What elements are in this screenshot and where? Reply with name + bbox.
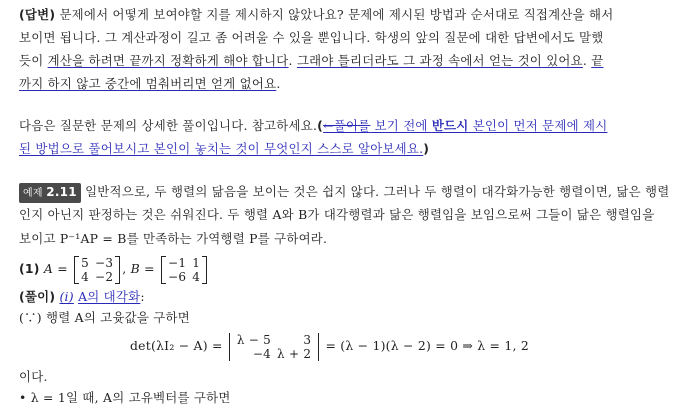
determinant-equation: det(λI₂ − A) = λ − 5 3 −4 λ + 2 = (λ − 1)(λ − 2) = 0 ⇒ λ = 1, 2	[130, 332, 529, 361]
matrix-cell: λ − 5	[236, 332, 272, 347]
solution-line-2: (∵) 행렬 A의 고윳값을 구하면	[19, 310, 190, 325]
matrix-row	[234, 347, 314, 361]
example-badge: 예제 2.11	[19, 183, 81, 203]
matrix-cell: λ + 2	[277, 346, 312, 361]
solution-line-4: • λ = 1일 때, A의 고유벡터를 구하면	[19, 390, 231, 405]
step-i-text: A의 대각화	[78, 289, 141, 304]
matrix-cell: −4	[252, 346, 272, 361]
underlined-phrase-3: 끝	[591, 53, 604, 68]
matrix-cell: −3	[95, 255, 114, 270]
example-line-3: 보이고 P⁻¹AP = B를 만족하는 가역행렬 P를 구하여라.	[19, 231, 328, 246]
example-line-2: 인지 아닌지 판정하는 것은 쉬워진다. 두 행렬 A와 B가 대각행렬과 닮은 행렬임을 보임으로써 그들이 닮은 행렬임을	[19, 207, 655, 222]
matrix-row	[234, 333, 314, 347]
matrix-cell: 4	[192, 269, 201, 284]
matrix-a-table	[78, 256, 116, 284]
answer-line-4: 까지 하지 않고 중간에 멈춰버리면 얻게 없어요.	[19, 76, 281, 91]
matrix-row	[78, 270, 116, 284]
example-line-1: 예제 2.11 일반적으로, 두 행렬의 닮음을 보이는 것은 쉽지 않다. 그러나 두 행렬이 대각화가능한 행렬이면, 닮은 행렬	[19, 183, 669, 203]
matrix-definition-line: (1) A = 5 −3 4 −2 , B = −1 1 −6 4	[19, 254, 209, 284]
matrix-cell: −6	[168, 269, 187, 284]
answer-line-1: (답변) 문제에서 어떻게 보여야할 지를 제시하지 않았나요? 문제에 제시된 방법과 순서대로 직접계산을 해서	[19, 7, 614, 22]
answer-line-2: 보이면 됩니다. 그 계산과정이 길고 좀 어려울 수 있을 뿐입니다. 학생의 앞의 질문에 대한 답변에서도 말했	[19, 30, 604, 45]
determinant-matrix	[229, 333, 319, 361]
matrix-row	[165, 256, 203, 270]
underlined-phrase-2: 그래야 틀리더라도 그 과정 속에서 얻는 것이 있어요	[296, 53, 583, 68]
answer-tag: (답변)	[19, 7, 56, 22]
matrix-a	[74, 256, 120, 284]
detail-line-1: 다음은 질문한 문제의 상세한 풀이입니다. 참고하세요.(←풀이를 보기 전에 반드시 본인이 먼저 문제에 제시	[19, 118, 608, 133]
matrix-cell: 1	[192, 255, 201, 270]
determinant-table	[234, 333, 314, 361]
matrix-cell: −2	[95, 269, 114, 284]
emphasis-word: 반드시	[431, 118, 469, 133]
solution-line-3: 이다.	[19, 369, 48, 384]
underlined-phrase-1: 계산을 하려면 끝까지 정확하게 해야 합니다	[47, 53, 289, 68]
matrix-b	[161, 256, 207, 284]
note-text: ←풀이를 보기 전에 반드시 본인이 먼저 문제에 제시	[323, 118, 608, 133]
answer-line-3: 듯이 계산을 하려면 끝까지 정확하게 해야 합니다. 그래야 틀리더라도 그 과정 속에서 얻는 것이 있어요. 끝	[19, 53, 604, 68]
underlined-phrase-4: 까지 하지 않고 중간에 멈춰버리면 얻게 없어요	[19, 76, 277, 91]
part-label: (1)	[19, 261, 40, 276]
matrix-row	[78, 256, 116, 270]
solution-line-1: (풀이) (i) A의 대각화:	[19, 289, 145, 304]
matrix-cell: 4	[81, 269, 90, 284]
solution-label: (풀이)	[19, 289, 56, 304]
step-i-label: (i)	[59, 289, 74, 304]
matrix-cell: 3	[303, 332, 312, 347]
matrix-b-table	[165, 256, 203, 284]
detail-line-2: 된 방법으로 풀어보시고 본인이 놓치는 것이 무엇인지 스스로 알아보세요.)	[19, 141, 430, 156]
matrix-cell: −1	[168, 255, 187, 270]
matrix-row	[165, 270, 203, 284]
matrix-cell: 5	[81, 255, 90, 270]
